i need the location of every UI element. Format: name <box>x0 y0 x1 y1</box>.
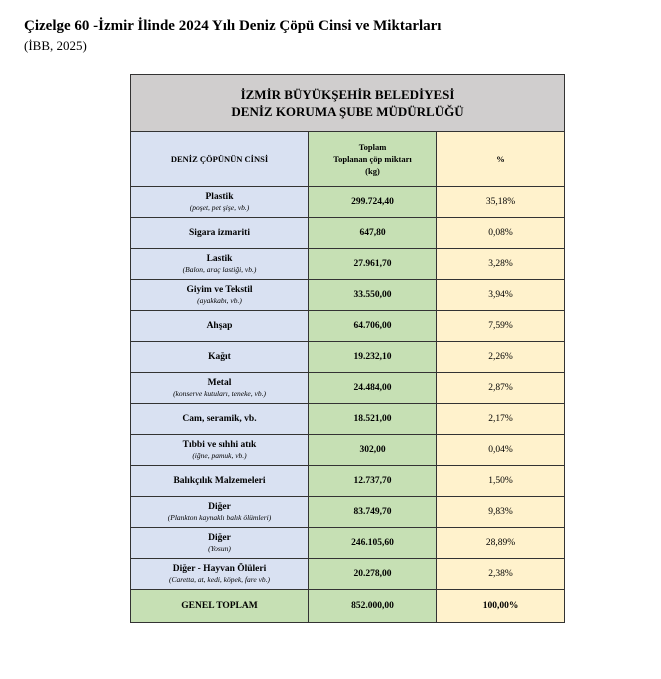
column-header-amount <box>309 132 437 187</box>
total-row <box>131 590 565 623</box>
waste-type-name: Ahşap <box>206 320 233 331</box>
waste-type-examples: (Yosun) <box>208 543 231 553</box>
amount-cell: 83.749,70 <box>309 497 437 528</box>
percent-cell: 7,59% <box>437 311 565 342</box>
waste-type-name: Giyim ve Tekstil <box>186 284 253 295</box>
marine-litter-table <box>130 74 565 623</box>
percent-cell: 0,08% <box>437 218 565 249</box>
table-row <box>131 404 565 435</box>
table-row <box>131 342 565 373</box>
waste-type-cell <box>131 249 309 280</box>
amount-cell: 20.278,00 <box>309 559 437 590</box>
organization-header-row <box>131 75 565 132</box>
percent-cell: 3,28% <box>437 249 565 280</box>
waste-type-cell <box>131 218 309 249</box>
amount-cell: 302,00 <box>309 435 437 466</box>
amount-cell: 18.521,00 <box>309 404 437 435</box>
amount-header-line2: Toplanan çöp miktarı <box>333 154 412 164</box>
waste-type-cell <box>131 311 309 342</box>
table-body <box>131 187 565 590</box>
table-row <box>131 497 565 528</box>
waste-type-name: Cam, seramik, vb. <box>182 413 257 424</box>
waste-type-examples: (iğne, pamuk, vb.) <box>192 450 247 460</box>
amount-cell: 27.961,70 <box>309 249 437 280</box>
table-row <box>131 373 565 404</box>
waste-type-examples: (poşet, pet şişe, vb.) <box>189 202 250 212</box>
table-row <box>131 311 565 342</box>
total-label: GENEL TOPLAM <box>131 590 309 623</box>
amount-cell: 33.550,00 <box>309 280 437 311</box>
table-row <box>131 559 565 590</box>
percent-cell: 2,38% <box>437 559 565 590</box>
table-row <box>131 280 565 311</box>
percent-cell: 3,94% <box>437 280 565 311</box>
waste-type-name: Diğer <box>208 501 231 512</box>
waste-type-cell <box>131 466 309 497</box>
waste-type-examples: (konserve kutuları, teneke, vb.) <box>173 388 266 398</box>
organization-name: İZMİR BÜYÜKŞEHİR BELEDİYESİ <box>240 87 455 102</box>
table-row <box>131 249 565 280</box>
percent-cell: 2,17% <box>437 404 565 435</box>
table-row <box>131 187 565 218</box>
amount-cell: 64.706,00 <box>309 311 437 342</box>
amount-header-line1: Toplam <box>358 142 387 152</box>
percent-cell: 28,89% <box>437 528 565 559</box>
total-amount: 852.000,00 <box>309 590 437 623</box>
column-header-type: DENİZ ÇÖPÜNÜN CİNSİ <box>131 132 309 187</box>
organization-header <box>131 75 565 132</box>
department-name: DENİZ KORUMA ŞUBE MÜDÜRLÜĞÜ <box>231 104 464 119</box>
waste-type-examples: (Balon, araç lastiği, vb.) <box>182 264 257 274</box>
document-source: (İBB, 2025) <box>24 38 87 53</box>
amount-cell: 647,80 <box>309 218 437 249</box>
waste-type-cell <box>131 342 309 373</box>
waste-type-cell <box>131 528 309 559</box>
column-header-row <box>131 132 565 187</box>
waste-type-name: Kağıt <box>208 351 231 362</box>
waste-type-cell <box>131 187 309 218</box>
waste-type-name: Diğer - Hayvan Ölüleri <box>172 563 267 574</box>
percent-cell: 35,18% <box>437 187 565 218</box>
waste-type-examples: (Caretta, at, kedi, köpek, fare vb.) <box>168 574 271 584</box>
waste-type-cell <box>131 497 309 528</box>
waste-type-name: Diğer <box>208 532 231 543</box>
amount-cell: 246.105,60 <box>309 528 437 559</box>
amount-cell: 24.484,00 <box>309 373 437 404</box>
waste-type-cell <box>131 373 309 404</box>
waste-type-examples: (ayakkabı, vb.) <box>197 295 242 305</box>
table-row <box>131 466 565 497</box>
waste-type-name: Tıbbi ve sıhhi atık <box>182 439 257 450</box>
percent-cell: 2,26% <box>437 342 565 373</box>
amount-header-line3: (kg) <box>365 166 380 176</box>
waste-type-name: Lastik <box>206 253 233 264</box>
waste-type-cell <box>131 280 309 311</box>
waste-type-cell <box>131 404 309 435</box>
total-percent: 100,00% <box>437 590 565 623</box>
document-title: Çizelge 60 -İzmir İlinde 2024 Yılı Deniz Çöpü Cinsi ve Miktarları <box>24 18 442 34</box>
percent-cell: 9,83% <box>437 497 565 528</box>
waste-type-name: Balıkçılık Malzemeleri <box>173 475 266 486</box>
table-row <box>131 528 565 559</box>
waste-type-name: Metal <box>207 377 232 388</box>
amount-cell: 19.232,10 <box>309 342 437 373</box>
percent-cell: 0,04% <box>437 435 565 466</box>
waste-type-cell <box>131 559 309 590</box>
amount-cell: 299.724,40 <box>309 187 437 218</box>
waste-type-examples: (Plankton kaynaklı balık ölümleri) <box>167 512 272 522</box>
table-row <box>131 218 565 249</box>
waste-type-name: Sigara izmariti <box>189 227 250 238</box>
percent-cell: 2,87% <box>437 373 565 404</box>
percent-cell: 1,50% <box>437 466 565 497</box>
column-header-percent: % <box>437 132 565 187</box>
amount-cell: 12.737,70 <box>309 466 437 497</box>
waste-type-cell <box>131 435 309 466</box>
table-row <box>131 435 565 466</box>
waste-type-name: Plastik <box>205 191 234 202</box>
